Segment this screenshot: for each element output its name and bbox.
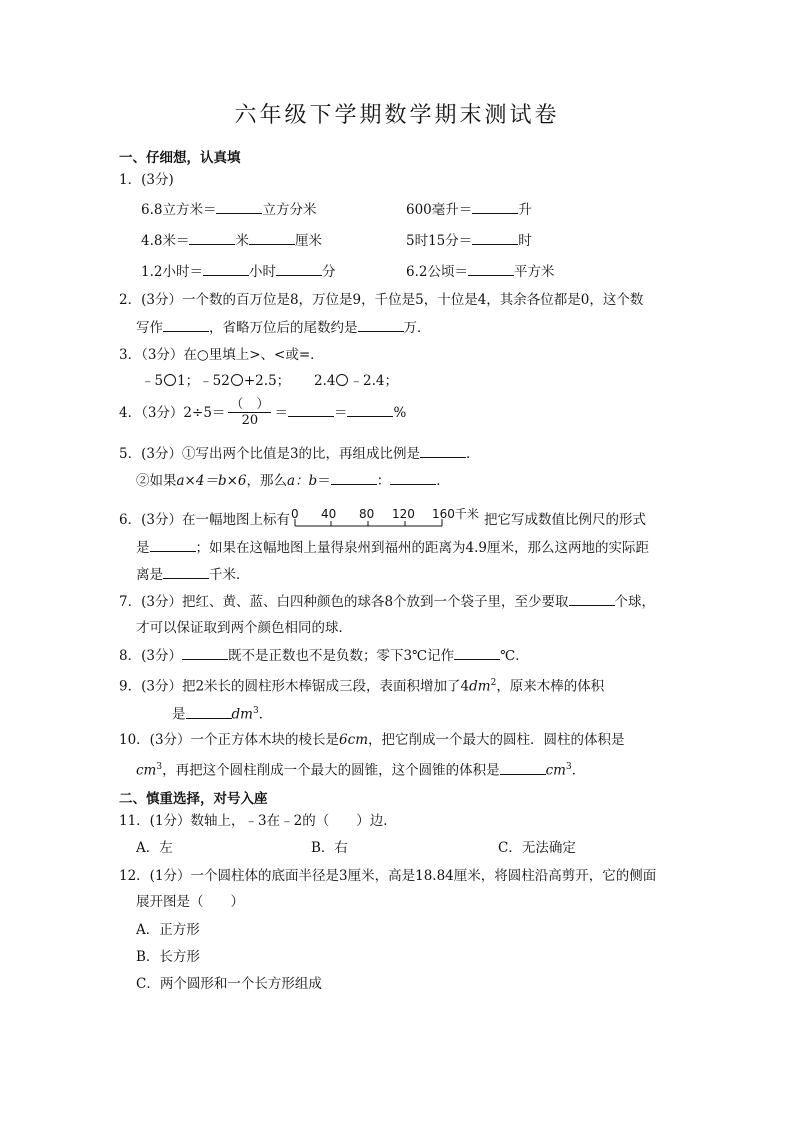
- question-11-stem: 11．(1分）数轴上，﹣3在﹣2的（ ）边．: [119, 813, 397, 829]
- map-scale-bar: [290, 507, 482, 532]
- q1-item-f: 6.2公顷＝ 平方米: [406, 261, 554, 282]
- answer-blank[interactable]: [472, 230, 518, 245]
- question-6-line-2: 是 ；如果在这幅地图上量得泉州到福州的距离为4.9厘米，那么这两地的实际距: [136, 537, 649, 558]
- scale-tick-label: 0: [290, 507, 299, 521]
- question-2-line-2: 写作 ，省略万位后的尾数约是 万．: [136, 317, 431, 338]
- answer-blank[interactable]: [569, 591, 615, 606]
- q11-option-c[interactable]: C．无法确定: [498, 840, 576, 856]
- compare-circle[interactable]: [231, 374, 243, 386]
- question-7-line-2: 才可以保证取到两个颜色相同的球．: [136, 620, 352, 636]
- question-5-line-2: ②如果a×4＝b×6，那么a：b＝ ： ．: [136, 470, 450, 491]
- answer-blank[interactable]: [163, 317, 209, 332]
- question-6-line-3: 离是 千米．: [136, 564, 250, 585]
- q12-option-b[interactable]: B．长方形: [136, 949, 200, 965]
- scale-tick-label: 120: [391, 507, 415, 521]
- question-9-line-1: 9．(3分）把2米长的圆柱形木棒锯成三段，表面积增加了$4dm^2$，原来木棒的体积: [119, 678, 605, 695]
- q1-item-a: 6.8立方米＝ 立方分米: [141, 199, 316, 220]
- section-heading-fill-in: 一、仔细想，认真填: [119, 150, 241, 166]
- answer-blank[interactable]: [203, 261, 249, 276]
- page-title: 六年级下学期数学期末测试卷: [234, 103, 560, 128]
- answer-blank[interactable]: [249, 230, 295, 245]
- q11-option-a[interactable]: A．左: [136, 840, 173, 856]
- question-2-line-1: 2．(3分）一个数的百万位是8，万位是9，千位是5，十位是4，其余各位都是0，这个数: [119, 292, 644, 308]
- answer-blank[interactable]: [500, 760, 546, 775]
- scale-tick-label: 80: [358, 507, 375, 521]
- question-3-line-1: 3．（3分）在○里填上>、<或=．: [119, 347, 324, 363]
- fraction: $\frac{( )}{20}$: [230, 397, 270, 428]
- question-12-line-2: 展开图是（ ）: [136, 894, 244, 910]
- question-9-line-2: 是 $dm^3$．: [172, 701, 272, 725]
- answer-blank[interactable]: [454, 645, 500, 660]
- section-heading-multiple-choice: 二、慎重选择，对号入座: [119, 791, 268, 807]
- question-8: 8．(3分） 既不是正数也不是负数；零下3℃记作 ℃．: [119, 645, 529, 666]
- answer-blank[interactable]: [331, 470, 377, 485]
- compare-circle[interactable]: [336, 374, 348, 386]
- answer-blank[interactable]: [420, 443, 466, 458]
- scale-tick-label: 160千米: [431, 507, 479, 521]
- answer-blank[interactable]: [216, 199, 262, 214]
- question-5-line-1: 5．(3分）①写出两个比值是3的比，再组成比例是 ．: [119, 443, 480, 464]
- answer-blank[interactable]: [288, 402, 334, 417]
- q1-item-d: 5时15分＝ 时: [406, 230, 532, 251]
- question-3-line-2: ﹣5 1；﹣52 +2.5；: [141, 373, 291, 389]
- q1-item-c: 4.8米＝ 米 厘米: [141, 230, 322, 251]
- q1-item-e: 1.2小时＝ 小时 分: [141, 261, 335, 282]
- answer-blank[interactable]: [468, 261, 514, 276]
- q11-option-b[interactable]: B．右: [311, 840, 348, 856]
- answer-blank[interactable]: [390, 470, 436, 485]
- answer-blank[interactable]: [276, 261, 322, 276]
- answer-blank[interactable]: [189, 230, 235, 245]
- answer-blank[interactable]: [182, 645, 228, 660]
- question-6-line-1: 6．(3分）在一幅地图上标有 0 40 80 120 160千米 把它写成数值比例尺的形式: [119, 510, 646, 532]
- scale-tick-label: 40: [320, 507, 337, 521]
- compare-circle[interactable]: [164, 374, 176, 386]
- answer-blank[interactable]: [358, 317, 404, 332]
- question-7-line-1: 7．(3分）把红、黄、蓝、白四种颜色的球各8个放到一个袋子里，至少要取 个球，: [119, 591, 655, 612]
- q1-item-b: 600毫升＝ 升: [406, 199, 532, 220]
- answer-blank[interactable]: [472, 199, 518, 214]
- question-10-line-2: $cm^3$，再把这个圆柱削成一个最大的圆锥，这个圆锥的体积是 $cm^3$．: [136, 757, 585, 781]
- question-10-line-1: 10．(3分）一个正方体木块的棱长是6cm，把它削成一个最大的圆柱．圆柱的体积是: [119, 732, 625, 748]
- q12-option-c[interactable]: C．两个圆形和一个长方形组成: [136, 976, 322, 992]
- question-4: 4．（3分）2÷5＝ $\frac{( )}{20}$ ＝ ＝ %: [119, 397, 407, 428]
- question-3-item-b: 2.4 ﹣2.4；: [314, 373, 398, 389]
- q12-option-a[interactable]: A．正方形: [136, 922, 200, 938]
- question-12-line-1: 12．(1分）一个圆柱体的底面半径是3厘米，高是18.84厘米，将圆柱沿高剪开，它的侧面: [119, 868, 657, 884]
- answer-blank[interactable]: [163, 564, 209, 579]
- answer-blank[interactable]: [347, 402, 393, 417]
- question-1-head: 1．(3分): [119, 172, 174, 188]
- answer-blank[interactable]: [150, 537, 196, 552]
- answer-blank[interactable]: [186, 704, 232, 719]
